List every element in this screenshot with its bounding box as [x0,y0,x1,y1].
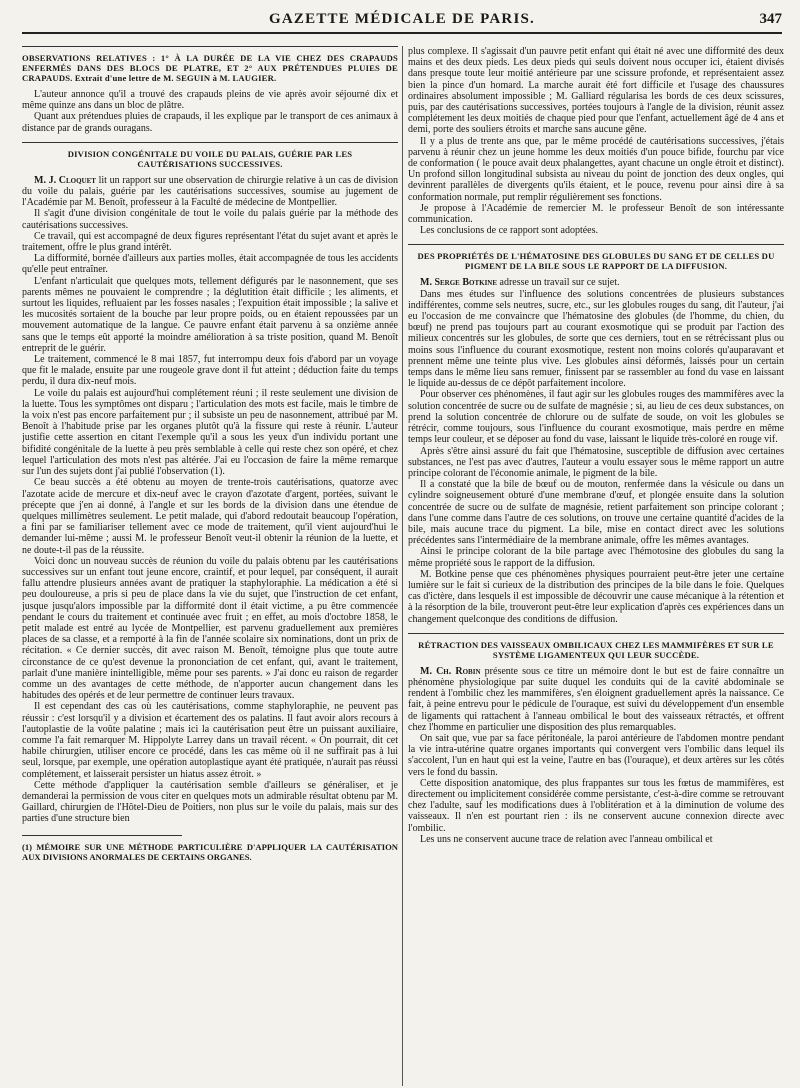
paragraph: Il s'agit d'une division congénitale de tout le voile du palais guérie par la méthode des cautérisations successives. [22,208,398,231]
page-header [22,10,782,34]
paragraph [22,175,398,209]
columns [22,46,782,1088]
paragraph: Ainsi le principe colorant de la bile partage avec l'hémotosine des globules du sang la même propriété sous le rapport de la diffusion. [408,546,784,569]
paragraph [408,666,784,733]
section-title-retraction: RÉTRACTION DES VAISSEAUX OMBILICAUX CHEZ LES MAMMIFÈRES ET SUR LE SYSTÈME LIGAMENTEUX QUI LEUR SUCCÈDE. [418,639,774,660]
divider [408,633,784,634]
author-name: M. J. Cloquet [34,174,96,186]
divider [408,244,784,245]
left-column [22,46,398,1086]
right-column [408,46,784,1086]
paragraph: La difformité, bornée d'ailleurs aux parties molles, était accompagnée de tous les accidents qu'elle peut entraîner. [22,253,398,276]
section-title-hematosine: DES PROPRIÉTÉS DE L'HÉMATOSINE DES GLOBULES DU SANG ET DE CELLES DU PIGMENT DE LA BILE SOUS LE RAPPORT DE LA DIFFUSION. [417,251,775,272]
paragraph: Cette disposition anatomique, des plus frappantes sur tous les fœtus de mammifères, est directement ou implicitement considérée comme persistante, c'est-à-dire comme se retrouvant chez l'adulte, sauf les modifications dues à l'oblitération et à la diminution de volume des vaisseaux. Il n'en est pourtant rien : ils ne conservent aucune connexion directe avec l'ombilic. [408,777,784,834]
paragraph: Quant aux prétendues pluies de crapauds, il les explique par le transport de ces animaux à distance par de grands ouragans. [22,111,398,134]
footnote: (1) MÉMOIRE SUR UNE MÉTHODE PARTICULIÈRE D'APPLIQUER LA CAUTÉRISATION AUX DIVISIONS ANORMALES DE CERTAINS ORGANES. [22,841,398,862]
paragraph: Les conclusions de ce rapport sont adoptées. [420,225,599,237]
author-name: M. Ch. Robin [420,665,481,677]
journal-title: GAZETTE MÉDICALE DE PARIS. [269,11,535,27]
paragraph: Ce beau succès a été obtenu au moyen de trente-trois cautérisations, quatorze avec l'azotate acide de mercure et dix-neuf avec le crayon d'azotate d'argent, portées, suivant le précepte que j'en ai donné, à l'angle et sur les bords de la division dans une étendue de quelques millimètres seulement. Le petit malade, qui d'abord redoutait beaucoup l'opération, a fini par se familiariser tellement avec ce mode de traitement, qu'il vient aujourd'hui le demander lui-même ; aussi M. le professeur Benoît veut-il obtenir la réunion de la luette, et ne doute-t-il pas de la réussite. [22,477,398,556]
paragraph: Le traitement, commencé le 8 mai 1857, fut interrompu deux fois d'abord par un voyage que fit le malade, ensuite par une rougeole grave dont il fut atteint ; déduction faite du temps perdu, il dura dix-neuf mois. [22,354,398,388]
section-title-observations: OBSERVATIONS RELATIVES : 1° À LA DURÉE DE LA VIE CHEZ DES CRAPAUDS ENFERMÉS DANS DES BLOCS DE PLATRE, ET 2° AUX PRÉTENDUES PLUIES DE CRAPAUDS. Extrait d'une lettre de M. SEGUIN à M. LAUGIER. [22,53,398,83]
paragraph: L'enfant n'articulait que quelques mots, tellement défigurés par le nasonnement, que ses parents mêmes ne pouvaient le comprendre ; la déglutition était difficile ; les aliments, et surtout les liquides, refluaient par les fosses nasales ; l'expuition était impossible ; la salive et les mucosités sortaient de la bouche par leur propre poids, ou en étaient repoussées par un mouvement automatique de la langue. Ce pauvre enfant était parvenu à sa onzième année sans que le temps eût apporté la moindre amélioration à sa triste position, quand M. Benoît entreprit de le guérir. [22,275,398,354]
footnote-rule [22,835,182,836]
paragraph: Les uns ne conservent aucune trace de relation avec l'anneau ombilical et [420,833,713,845]
page-number: 347 [759,11,782,27]
divider [22,142,398,143]
paragraph: plus complexe. Il s'agissait d'un pauvre petit enfant qui était né avec une difformité des deux mains et des deux pieds. Les deux pieds qui seuls doivent nous occuper ici, étaient divisés dans presque toute leur moitié antérieure par une scissure profonde, et représentaient assez bien la pince d'un homard. La marche aurait été fort difficile et l'usage des chaussures ordinaires absolument impossible ; M. Galliard régularisa les bords de ces deux scissures, puis, par des cautérisations successives, portées toujours à l'angle de la division, réunit assez complétement les deux moitiés de chaque pied pour que l'enfant, actuellement âgé de 4 ans et demi, porte des souliers étroits et marche sans aucune gêne. [408,46,784,136]
paragraph: On sait que, vue par sa face péritonéale, la paroi antérieure de l'abdomen montre pendant la vie intra-utérine quatre organes importants qui convergent vers l'ombilic dans lequel ils s'accolent, l'un en haut qui est la veine, l'autre en bas (l'ouraque), et deux artères sur les côtés vers le fond du bassin. [408,732,784,778]
paragraph: M. Botkine pense que ces phénomènes physiques pourraient peut-être jeter une certaine lumière sur le fait si curieux de la distribution des principes de la bile dans le foie. Quelques cas d'ictère, dans lesquels il est impossible de découvrir une cause mécanique à la rétention et à la résorption de la bile, trouveront peut-être leur explication d'après ces expériences dans un changement quelconque des conditions de diffusion. [408,568,784,625]
paragraph: Il a constaté que la bile de bœuf ou de mouton, renfermée dans la vésicule ou dans un cylindre soigneusement obturé d'une membrane d'œuf, et plongée ensuite dans la solution concentrée de sucre ou de sulfate de magnésie, retient parfaitement son principe colorant ; dans l'une comme dans l'autre de ces solutions, on trouve une certaine quantité d'acides de la bile, mais aucune trace du pigment. La bile, mise en contact direct avec les solutions précédentes sans l'intermédiaire de la membrane animale, offre les mêmes avantages. [408,479,784,547]
paragraph-text: adresse un travail sur ce sujet. [499,277,620,289]
paragraph-text: lit un rapport sur une observation de chirurgie relative à un cas de division du voile du palais, guérie par les cautérisations successives, soumise au jugement de l'Académie par M. Benoît, professeur à la Faculté de médecine de Montpellier. [22,174,398,209]
paragraph: Voici donc un nouveau succès de réunion du voile du palais obtenu par les cautérisations successives sur un enfant tout jeune encore, craintif, et pour lequel, par conséquent, il aurait fallu attendre plusieurs années avant de pratiquer la staphyloraphie. La médication a été si peu douloureuse, a pris si peu de place dans la vie du sujet, que l'instruction de cet enfant, jusque jusqu'alors impossible par la difformité dont il était victime, a pu être commencée pendant le cours du traitement et continuée avec fruit ; en effet, au mois d'octobre 1858, le petit malade est entré au lycée de Montpellier, est parvenu graduellement aux premières places de sa classe, et a remporté à la fin de l'année scolaire six nominations, dont un prix de récitation. « Ce dernier succès, dit avec raison M. Benoît, témoigne plus que toute autre circonstance de ce qu'est devenue la prononciation de cet enfant, qui, avant le traitement, parlait d'une manière inintelligible, même pour ses parents. » J'ai donc eu raison de regarder comme un des avantages de cette méthode, de n'apporter aucun changement dans les habitudes des opérés et de leur permettre de continuer leurs travaux. [22,555,398,702]
paragraph: L'auteur annonce qu'il a trouvé des crapauds pleins de vie après avoir séjourné dix et même quinze ans dans un bloc de plâtre. [22,89,398,112]
section-title-division: DIVISION CONGÉNITALE DU VOILE DU PALAIS, GUÉRIE PAR LES CAUTÉRISATIONS SUCCESSIVES. [67,148,353,169]
paragraph: Il y a plus de trente ans que, par le même procédé de cautérisations successives, j'étais parvenu à réunir chez un jeune homme les deux moitiés d'un pouce bifide, fourchu par vice de conformation ( le pouce avait deux phalangettes, ayant chacune un ongle étroit et distinct). Un profond sillon longitudinal subsista au niveau du point de jonction des deux ongles, qui devinrent parallèles de divergents qu'ils étaient, et le pouce, revenu pour ainsi dire à sa conformation normale, put remplir régulièrement ses fonctions. [408,135,784,203]
paragraph: Le voile du palais est aujourd'hui complétement réuni ; il reste seulement une division de la luette. Tous les symptômes ont disparu ; l'articulation des mots est facile, mais le timbre de la voix n'est pas encore parfaitement pur ; il subsiste un peu de nasonnement, attribué par M. Benoît à l'habitude prise par les organes plutôt qu'à la fissure qui reste à réunir. L'auteur justifie cette assertion en citant l'exemple qu'il a sous les yeux d'un individu portant une bifidité congénitale de la luette à peu près semblable à celle qui reste chez son opéré, et chez lequel l'articulation des mots n'est pas altérée. J'ai eu l'occasion de faire la même remarque sur l'un des sujets dont j'ai publié l'observation (1). [22,387,398,478]
paragraph: Ce travail, qui est accompagné de deux figures représentant l'état du sujet avant et après le traitement, offre le plus grand intérêt. [22,230,398,254]
paragraph: Je propose à l'Académie de remercier M. le professeur Benoît de son intéressante communication. [408,202,784,226]
paragraph [408,277,784,288]
paragraph: Il est cependant des cas où les cautérisations, comme staphyloraphie, ne peuvent pas réussir : c'est lorsqu'il y a division et écartement des os palatins. Il faut avoir alors recours à l'autoplastie de la voûte palatine ; mais ici la cautérisation peut être un puissant auxiliaire, comme l'a fait remarquer M. Hippolyte Larrey dans un travail récent. « On pourrait, dit cet habile chirurgien, utiliser encore ce procédé, dans les cas même où il ne suffirait pas à lui seul, lorsque, par exemple, une opération autoplastique ayant été pratiquée, n'aurait pas réussi complétement, et laisserait persister un hiatus assez étroit. » [22,701,398,780]
divider [22,46,398,47]
author-name: M. Serge Botkine [420,277,498,289]
paragraph: Dans mes études sur l'influence des solutions concentrées de plusieurs substances indifférentes, comme sels neutres, sucre, etc., sur les globules rouges du sang, dit l'auteur, j'ai eu l'occasion de me convaincre que l'hématosine des globules (de l'homme, du chien, du bœuf) ne prend pas toujours part au courant exosmotique qui se produit par l'action des milieux concentrés sur les globules, de sorte que ces derniers, tout en se rétrécissant plus ou moins sous l'influence du courant exosmotique, restent non moins colorés qu'auparavant et prennent même une teinte plus vive. Les globules ainsi déformés, laissés pour un certain temps dans le même lieu sans remuer, finissent par se rassembler au fond du vase en laissant le liquide au-dessus de ce dépôt parfaitement incolore. [408,288,784,390]
paragraph: Après s'être ainsi assuré du fait que l'hématosine, susceptible de diffusion avec certaines substances, ne l'est pas avec d'autres, l'auteur a voulu essayer sous le même rapport un autre principe colorant de l'économie animale, le pigment de la bile. [408,445,784,479]
paragraph: Cette méthode d'appliquer la cautérisation semble d'ailleurs se généraliser, et je demanderai la permission de vous citer en quelques mots un admirable résultat obtenu par M. Gaillard, chirurgien de l'Hôtel-Dieu de Poitiers, non plus sur le voile du palais, mais sur des parties d'une structure bien [22,779,398,825]
column-rule [402,46,403,1086]
paragraph: Pour observer ces phénomènes, il faut agir sur les globules rouges des mammifères avec la solution concentrée de sucre ou de sulfate de magnésie ; si, au lieu de ces deux substances, on prend la solution concentrée de chlorure ou de sulfate de soude, on voit les globules se rétrécir, comme toujours, sous l'influence du courant exosmotique, mais perdre en même temps leur couleur, et se déposer au fond du vase, laissant le liquide très-coloré en rouge vif. [408,389,784,446]
paragraph-text: présente sous ce titre un mémoire dont le but est de faire connaître un phénomène physiologique par suite duquel les conduits qui de la cavité abdominale se rendent à l'ombilic chez les mammifères, s'en éloignent graduellement après la naissance. Ce fait, à peine entrevu pour le pédicule de l'ouraque, est suivi du développement d'un ensemble de ligaments qui rattachent à l'anneau ombilical le bout des vaisseaux rétractés, et offrent chez l'homme en particulier une disposition des plus remarquables. [408,665,784,733]
